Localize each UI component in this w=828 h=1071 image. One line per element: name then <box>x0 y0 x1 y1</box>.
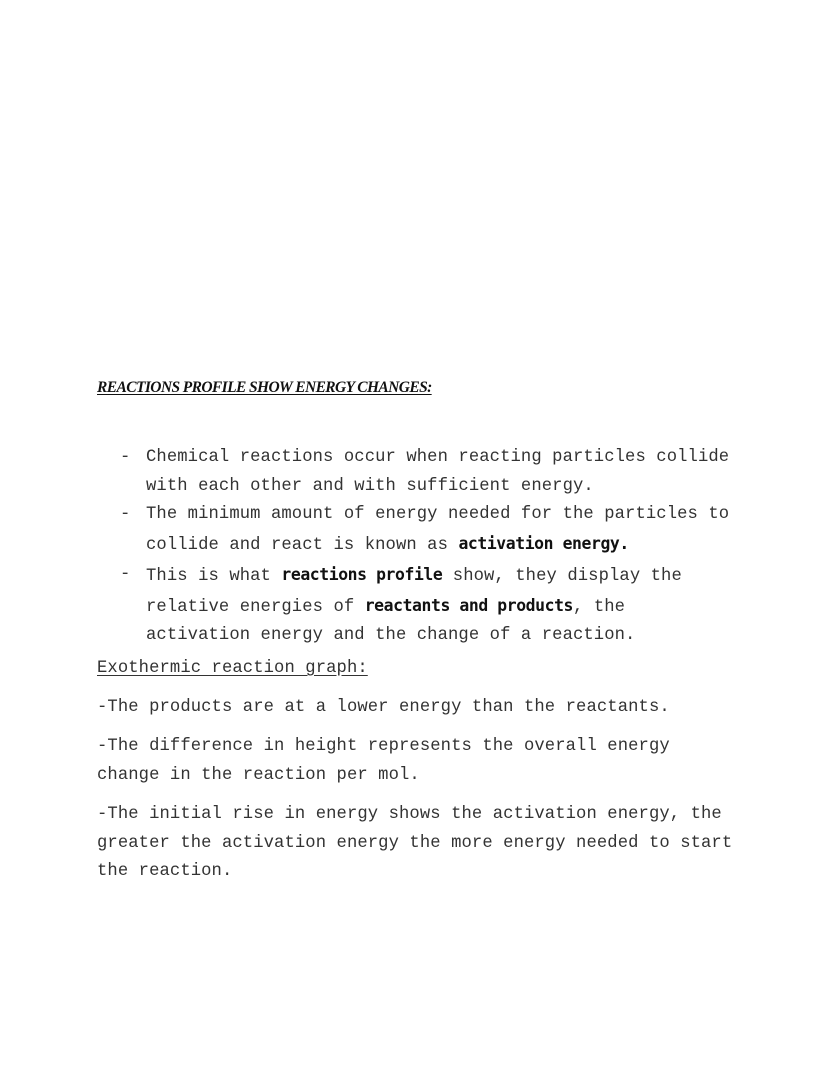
bold-term-activation-energy: activation energy. <box>458 534 629 554</box>
bullet-dash-icon: - <box>120 505 131 525</box>
bullet-text: The minimum amount of energy needed for the particles to collide and react is known as <box>146 505 730 556</box>
bullet-text: , the activation energy and the change of a reaction. <box>146 597 636 646</box>
bullet-item <box>97 561 737 651</box>
bullet-item <box>97 501 737 560</box>
bold-term-reactants-products: reactants and products <box>364 595 573 615</box>
bullet-text: This is what <box>146 566 282 586</box>
bullet-list <box>97 444 737 651</box>
bold-term-reactions-profile: reactions profile <box>281 564 443 584</box>
paragraph-initial-rise: -The initial rise in energy shows the activation energy, the greater the activation energy the more energy needed to start the reaction. <box>97 805 733 882</box>
section-title-exothermic: Exothermic reaction graph: <box>97 659 368 678</box>
document-heading: REACTIONS PROFILE SHOW ENERGY CHANGES: <box>97 379 432 396</box>
bullet-dash-icon: - <box>120 564 131 584</box>
bullet-item <box>97 444 737 501</box>
bullet-text: show, they display the relative energies of <box>146 566 682 617</box>
bullet-dash-icon: - <box>120 448 131 467</box>
paragraph-products-lower: -The products are at a lower energy than the reactants. <box>97 698 670 717</box>
paragraph-height-difference: -The difference in height represents the overall energy change in the reaction per mol. <box>97 737 670 785</box>
bullet-text: Chemical reactions occur when reacting particles collide with each other and with sufficient energy. <box>146 448 730 496</box>
